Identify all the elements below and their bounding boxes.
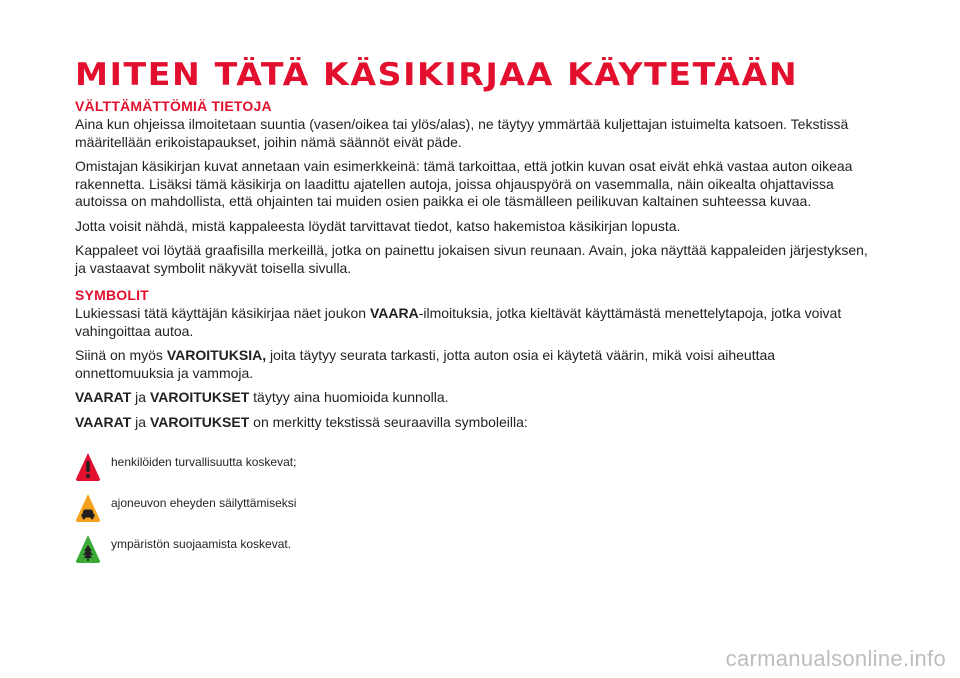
symbol-label: ympäristön suojaamista koskevat. [111, 536, 292, 551]
page-title: MITEN TÄTÄ KÄSIKIRJAA KÄYTETÄÄN [75, 57, 799, 93]
dangers-keyword: VAARAT [75, 389, 132, 405]
paragraph-chapters: Kappaleet voi löytää graafisilla merkeillä, jotka on painettu jokaisen sivun reunaan. Avain, joka näyttää kappaleiden järjestyksen, ja vastaavat symbolit näkyvät toisella sivulla. [75, 242, 868, 276]
warnings-keyword: VAROITUKSET [149, 389, 250, 405]
symbol-item-vehicle [75, 490, 875, 525]
paragraph-danger-notices: Lukiessasi tätä käyttäjän käsikirjaa näet joukon VAARA-ilmoituksia, jotka kieltävät käyttämästä menettelytapoja, jotka voivat vahingoittaa autoa. [75, 305, 842, 339]
warnings-keyword: VAROITUKSIA, [166, 347, 267, 363]
section-heading-symbols: SYMBOLIT [75, 287, 149, 303]
paragraph-warnings: Siinä on myös VAROITUKSIA, joita täytyy seurata tarkasti, jotta auton osia ei käytetä väärin, mikä voisi aiheuttaa onnettomuuksia ja vammoja. [75, 347, 776, 381]
paragraph-index: Jotta voisit nähdä, mistä kappaleesta löydät tarvittavat tiedot, katso hakemistoa käsikirjan lopusta. [75, 217, 681, 234]
warnings-keyword: VAROITUKSET [149, 413, 250, 430]
vehicle-icon [75, 493, 101, 523]
symbol-label: ajoneuvon eheyden säilyttämiseksi [111, 495, 297, 510]
symbol-item-personal-safety [75, 449, 875, 484]
paragraph-illustrations: Omistajan käsikirjan kuvat annetaan vain esimerkkeinä: tämä tarkoittaa, että jotkin kuvan osat eivät ehkä vastaa auton oikeaa rakennetta. Lisäksi tämä käsikirja on laadittu ajatellen autoja, joissa ohjauspyörä on vasemmalla, näin oikealta ohjattavissa autoissa on mahdollista, että ohjainten tai muiden osien paikka ei ole täsmälleen peilikuvan kaltainen suhteessa kuvaa. [75, 158, 853, 209]
dangers-keyword: VAARAT [75, 413, 132, 430]
section-heading-essential-info: VÄLTTÄMÄTTÖMIÄ TIETOJA [75, 98, 272, 114]
watermark: carmanualsonline.info [725, 646, 946, 671]
paragraph-observe: VAARAT ja VAROITUKSET täytyy aina huomioida kunnolla. [75, 389, 449, 405]
paragraph-directions: Aina kun ohjeissa ilmoitetaan suuntia (vasen/oikea tai ylös/alas), ne täytyy ymmärtää kuljettajan istuimelta katsoen. Tekstissä määritellään erikoistapaukset, joihin nämä säännöt eivät päde. [75, 116, 849, 150]
danger-keyword: VAARA [369, 305, 419, 321]
page-content [75, 56, 875, 572]
environment-tree-icon [75, 534, 101, 564]
symbol-item-environment [75, 531, 875, 566]
paragraph-marked: VAARAT ja VAROITUKSET on merkitty tekstissä seuraavilla symboleilla: [75, 413, 528, 430]
symbol-label: henkilöiden turvallisuutta koskevat; [111, 454, 297, 469]
symbol-list [75, 449, 875, 566]
personal-safety-icon [75, 452, 101, 482]
